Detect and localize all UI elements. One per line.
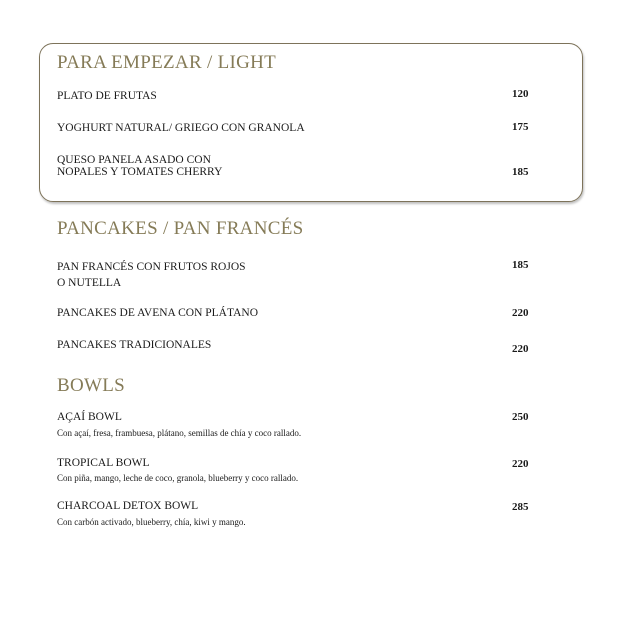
menu-item-price: 175 xyxy=(512,121,529,133)
menu-item-name: CHARCOAL DETOX BOWL xyxy=(57,500,199,512)
menu-item-price: 220 xyxy=(512,343,529,355)
menu-item-name: YOGHURT NATURAL/ GRIEGO CON GRANOLA xyxy=(57,122,305,134)
menu-item-price: 185 xyxy=(512,166,529,178)
menu-item-description: Con carbón activado, blueberry, chía, kiwi y mango. xyxy=(57,517,246,527)
menu-item-name: PANCAKES DE AVENA CON PLÁTANO xyxy=(57,307,258,319)
menu-item-name: PANCAKES TRADICIONALES xyxy=(57,339,212,351)
menu-item-price: 120 xyxy=(512,88,529,100)
menu-item-price: 185 xyxy=(512,259,529,271)
menu-item-name: AÇAÍ BOWL xyxy=(57,411,122,423)
menu-item-description: Con açaí, fresa, frambuesa, plátano, semillas de chía y coco rallado. xyxy=(57,428,302,438)
menu-item-name: PLATO DE FRUTAS xyxy=(57,90,157,102)
menu-item-name: QUESO PANELA ASADO CON NOPALES Y TOMATES CHERRY xyxy=(57,154,223,178)
menu-item-description: Con piña, mango, leche de coco, granola, blueberry y coco rallado. xyxy=(57,473,299,483)
menu-item-price: 220 xyxy=(512,307,529,319)
menu-item-price: 250 xyxy=(512,411,529,423)
section-title-bowls: BOWLS xyxy=(57,375,125,396)
menu-item-name: PAN FRANCÉS CON FRUTOS ROJOS O NUTELLA xyxy=(57,261,246,289)
menu-item-price: 285 xyxy=(512,501,529,513)
section-title-para-empezar: PARA EMPEZAR / LIGHT xyxy=(57,52,277,73)
section-title-pancakes: PANCAKES / PAN FRANCÉS xyxy=(57,218,304,239)
menu-item-price: 220 xyxy=(512,458,529,470)
menu-item-name: TROPICAL BOWL xyxy=(57,457,150,469)
